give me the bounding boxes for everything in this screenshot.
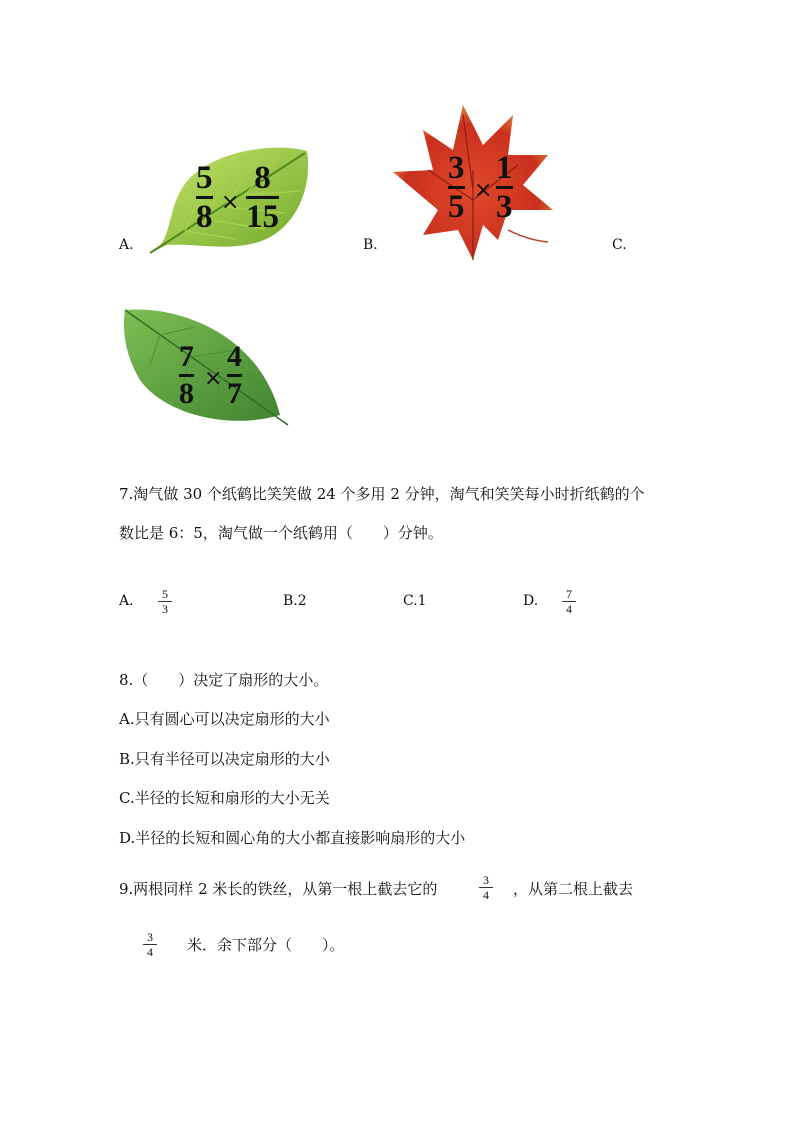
option-c-label[interactable]: C.	[612, 237, 627, 253]
leaf-a-times: ×	[221, 190, 240, 215]
q9-fraction2: 3 4	[143, 930, 157, 959]
q7-stem-line2: 数比是 6：5，淘气做一个纸鹤用（ ）分钟。	[119, 524, 443, 542]
q7-option-b[interactable]: B.2	[283, 593, 307, 609]
q7-option-a[interactable]: A.	[119, 593, 134, 609]
q9-stem-part3: 米．余下部分（ ）。	[187, 936, 345, 954]
q7-option-d-fraction: 7 4	[562, 587, 576, 616]
leaf-b-image	[388, 100, 558, 265]
leaf-b-fraction1: 3 5	[448, 150, 465, 225]
q9-fraction1: 3 4	[479, 873, 493, 902]
q8-option-b[interactable]: B.只有半径可以决定扇形的大小	[119, 750, 330, 768]
option-a-label[interactable]: A.	[119, 237, 134, 253]
q7-stem-line1: 7.淘气做 30 个纸鹤比笑笑做 24 个多用 2 分钟，淘气和笑笑每小时折纸鹤的个	[119, 485, 645, 503]
leaf-a-fraction2: 8 15	[246, 160, 279, 235]
q7-option-c[interactable]: C.1	[403, 593, 427, 609]
q8-option-d[interactable]: D.半径的长短和圆心角的大小都直接影响扇形的大小	[119, 829, 466, 847]
leaf-c-fraction2: 4 7	[227, 340, 242, 410]
q8-option-c[interactable]: C.半径的长短和扇形的大小无关	[119, 789, 330, 807]
leaf-c-fraction1: 7 8	[179, 340, 194, 410]
leaf-a-fraction1: 5 8	[196, 160, 213, 235]
option-b-label[interactable]: B.	[363, 237, 378, 253]
q9-stem-part1: 9.两根同样 2 米长的铁丝，从第一根上截去它的	[119, 880, 438, 898]
q8-option-a[interactable]: A.只有圆心可以决定扇形的大小	[119, 710, 330, 728]
q7-option-d[interactable]: D.	[523, 593, 539, 609]
leaf-b-times: ×	[474, 178, 493, 203]
leaf-b-fraction2: 1 3	[496, 150, 513, 225]
q8-stem: 8.（ ）决定了扇形的大小。	[119, 671, 329, 689]
q9-stem-part2: ，从第二根上截去	[513, 880, 634, 898]
leaf-c-times: ×	[204, 366, 223, 391]
q7-option-a-fraction: 5 3	[158, 587, 172, 616]
